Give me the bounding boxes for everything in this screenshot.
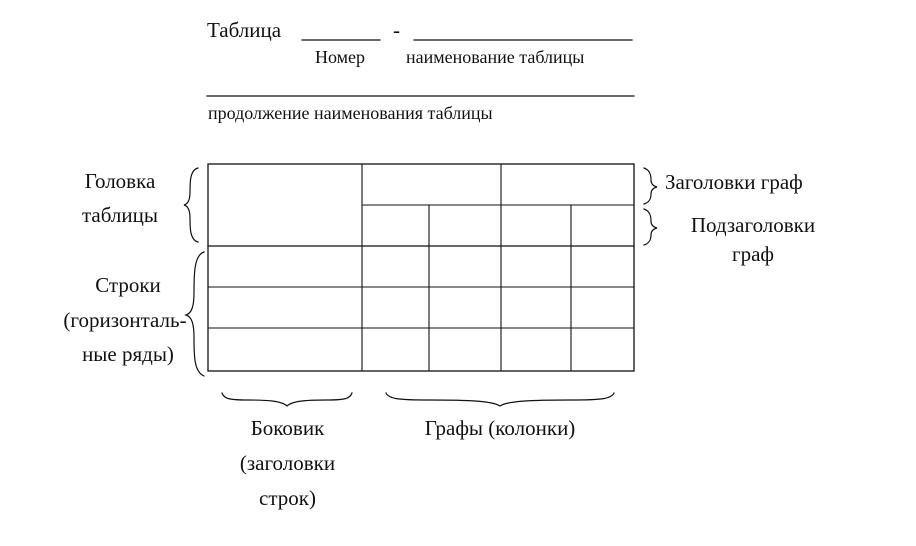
head-label-line2: таблицы — [82, 203, 158, 227]
stub-label-line1: Боковик — [250, 416, 325, 440]
continuation-caption: продолжение наименования таблицы — [208, 103, 493, 123]
table-outline — [208, 164, 634, 371]
head-brace — [184, 168, 198, 242]
columns-label: Графы (колонки) — [424, 416, 576, 440]
column-headers-label: Заголовки граф — [665, 170, 803, 194]
stub-brace — [222, 393, 352, 406]
rows-label-line1: Строки — [95, 273, 161, 297]
head-label-line1: Головка — [84, 169, 156, 193]
subheaders-brace — [644, 209, 657, 245]
subheaders-label-line1: Подзаголовки — [690, 213, 816, 237]
rows-label-line2: (горизонталь- — [63, 308, 187, 332]
columns-brace — [386, 393, 614, 406]
name-caption: наименование таблицы — [406, 47, 585, 67]
table-prefix-label: Таблица — [207, 18, 282, 42]
column-headers-brace — [644, 168, 657, 204]
title-dash: - — [393, 18, 400, 42]
rows-brace — [186, 252, 204, 376]
subheaders-label-line2: граф — [731, 242, 775, 266]
stub-label-line2: (заголовки — [239, 451, 336, 475]
stub-label-line3: строк) — [259, 486, 316, 510]
number-caption: Номер — [315, 47, 366, 67]
rows-label-line3: ные ряды) — [82, 342, 174, 366]
